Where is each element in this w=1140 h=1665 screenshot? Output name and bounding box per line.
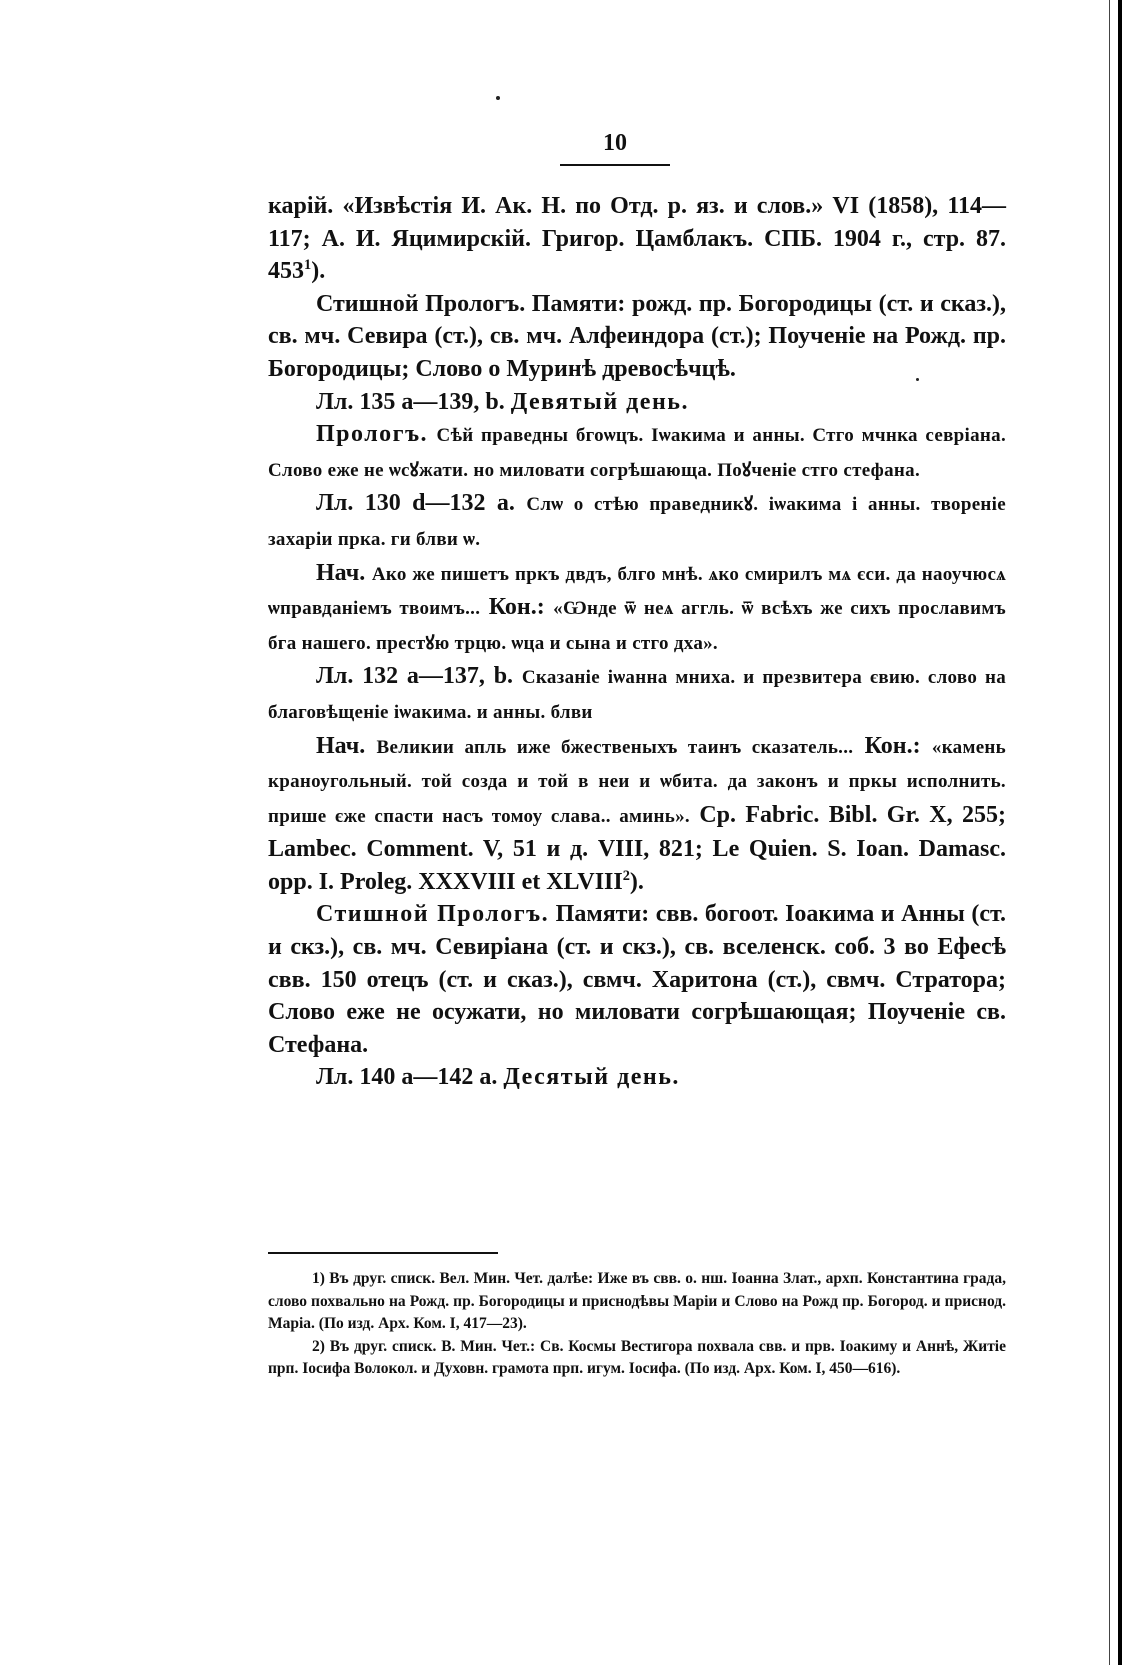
folio-reference: Лл. 130 d—132 а. [316,490,515,517]
church-slavonic-text: Ако же пишетъ пркъ двдъ, блго мнѣ. ѧко смирилъ мѧ єси. да наоучюсѧ ѡправданіемъ твоимъ... [268,563,1006,620]
paragraph-9 [268,898,1006,1061]
footnote-1: 1) Въ друг. списк. Вел. Мин. Чет. далѣе: Иже въ свв. о. нш. Іоанна Злат., архп. Константина града, слово похвально на Рожд. пр. Богородицы и приснодѣвы Маріи и Слово на Рожд пр. Богород. и приснод. Маріа. (По изд. Арх. Ком. I, 417—23). [268,1270,1006,1332]
day-heading: Девятый день. [510,388,689,415]
footnote-ref-1: 1 [304,257,312,274]
footnotes [268,1268,1006,1381]
main-text [268,190,1006,1094]
paragraph-7 [268,660,1006,729]
church-slavonic-text: Сѣй праведны бгоѡцъ. Іѡакима и анны. Стго мчнка севріана. Слово еже не ѡсꙋжати. но миловати согрѣшающа. Поꙋченіе стго стефана. [268,425,1006,481]
church-slavonic-text: Сказаніе іѡанна мниха. и презвитера євию. слово на благовѣщеніе іѡакима. и анны. блви [268,667,1007,723]
church-slavonic-text: «Ѡнде ѿ неѧ аггль. ѿ всѣхъ же сихъ прославимъ бга нашего. престꙋю трцю. ѡца и сына и стго дха». [268,598,1006,654]
bibliography-text: Ср. Fabric. Bibl. Gr. X, 255; Lambec. Comment. V, 51 и д. VIII, 821; Le Quien. S. Ioan. Damasc. opp. I. Proleg. XXXVIII et XLVIII [268,801,1006,895]
section-label: Стишной Прологъ. [316,901,550,928]
folio-reference: Лл. 140 а—142 а. [316,1064,498,1091]
church-slavonic-text: Слѡ о стѣю праведникꙋ. іѡакима і анны. твореніе захаріи прка. ги блви ѡ. [268,494,1006,550]
section-label: Прологъ. [316,421,429,448]
paragraph-6 [268,557,1006,661]
folio-reference: Лл. 135 а—139, b. [316,388,505,415]
page-number-rule [560,164,670,166]
scan-speck [496,96,500,100]
page-edge-line [1109,0,1110,1665]
paragraph-9-text: Памяти: свв. богоот. Іоакима и Анны (ст. и скз.), св. мч. Севиріана (ст. и скз.), св. вселенск. соб. 3 во Ефесѣ свв. 150 отецъ (ст. и сказ.), свмч. Харитона (ст.), свмч. Стратора; Слово еже не осужати, но миловати согрѣшающая; Поученіе св. Стефана. [268,901,1007,1058]
paragraph-1-text: карій. «Извѣстія И. Ак. Н. по Отд. р. яз. и слов.» VI (1858), 114—117; А. И. Яцимирскій. Григор. Цамблакъ. СПБ. 1904 г., стр. 87. 453 [268,193,1006,285]
paragraph-10 [268,1061,1006,1094]
page-edge-shadow [1118,0,1122,1665]
church-slavonic-text: «камень краноугольный. той созда и той в неи и ѡбита. да законъ и пркы исполнить. прише єже спасти насъ томоу слава.. аминь». [268,736,1007,827]
paragraph-1-end: ). [311,258,326,285]
church-slavonic-text: Великии апль иже бжественыхъ таинъ сказатель... [376,736,854,758]
incipit-label: Нач. [316,559,366,586]
paragraph-2: Стишной Прологъ. Памяти: рожд. пр. Богородицы (ст. и сказ.), св. мч. Севира (ст.), св. мч. Алфеиндора (ст.); Поученіе на Рожд. пр. Богородицы; Слово о Муринѣ древосѣчцѣ. [268,290,1006,382]
paragraph-5 [268,487,1006,556]
folio-reference: Лл. 132 а—137, b. [316,663,514,690]
page-number: 10 [603,130,627,156]
footnote-rule [268,1252,498,1254]
paragraph-4 [268,418,1006,487]
explicit-label: Кон.: [864,732,921,759]
paragraph-8 [268,730,1006,899]
explicit-label: Кон.: [488,594,545,621]
day-heading: Десятый день. [503,1064,680,1091]
incipit-label: Нач. [316,732,366,759]
paragraph-3 [268,386,1006,419]
paragraph-1 [268,190,1006,288]
footnote-2: 2) Въ друг. списк. В. Мин. Чет.: Св. Космы Вестигора похвала свв. и прв. Іоакиму и Аннѣ, Житіе прп. Іосифа Волокол. и Духовн. грамота прп. игум. Іосифа. (По изд. Арх. Ком. I, 450—616). [268,1337,1006,1377]
footnote-ref-2: 2 [622,867,630,884]
paragraph-8-end: ). [629,868,644,895]
